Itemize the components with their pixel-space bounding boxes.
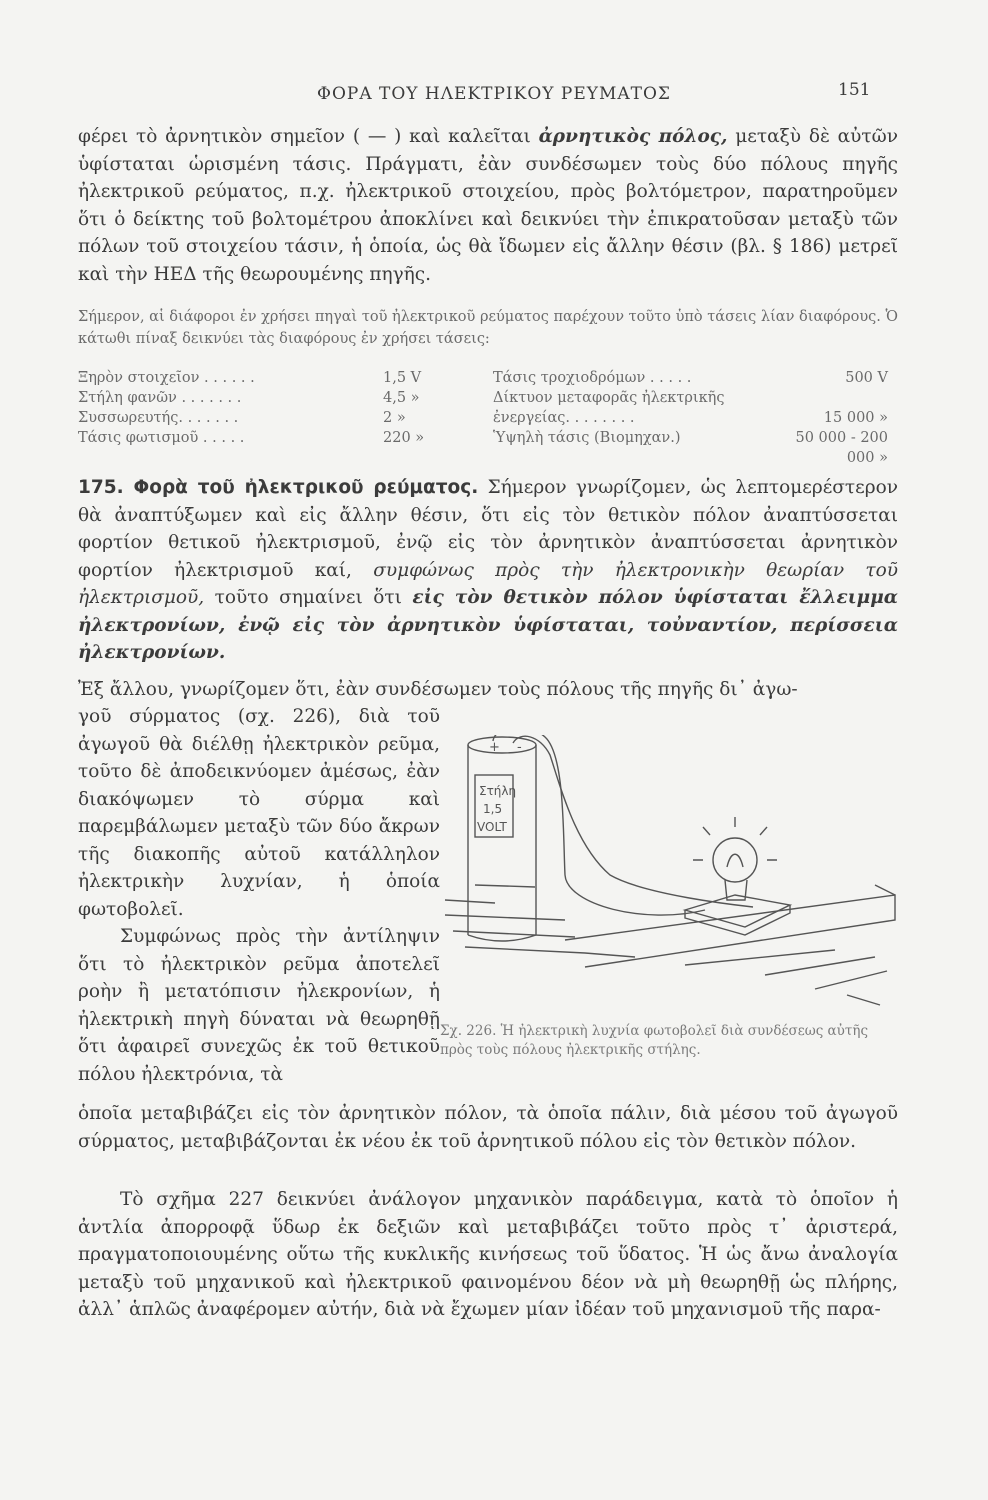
voltage-note: Σήμερον, αἱ διάφοροι ἐν χρήσει πηγαὶ τοῦ ἠλεκτρικοῦ ρεύματος παρέχουν τοῦτο ὑπὸ τάσεις λίαν διαφόρους. Ὁ κάτωθι πίναξ δεικνύει τὰς διαφόρους ἐν χρήσει τάσεις: bbox=[78, 309, 898, 347]
para2-first-line: Ἐξ ἄλλου, γνωρίζομεν ὅτι, ἐὰν συνδέσωμεν τοὺς πόλους τῆς πηγῆς δι᾽ ἀγω- bbox=[78, 679, 798, 700]
battery-label-3: VOLT bbox=[477, 820, 507, 834]
section-bold: εἰς τὸν θετικὸν πόλον ὑφίσταται ἔλλειμμα ἠλεκτρονίων, ἐνῷ εἰς τὸν ἀρνητικὸν ὑφίσταται, τοὐναντίον, περίσσεια ἠλεκτρονίων. bbox=[78, 587, 898, 663]
table-cell: 2 » bbox=[383, 410, 406, 426]
wire-negative bbox=[513, 736, 753, 907]
table-cell: Στήλη φανῶν . . . . . . . bbox=[78, 390, 242, 406]
table-cell: Ξηρὸν στοιχεῖον . . . . . . bbox=[78, 370, 255, 386]
running-title: ΦΟΡΑ ΤΟΥ ΗΛΕΚΤΡΙΚΟΥ ΡΕΥΜΑΤΟΣ bbox=[317, 84, 671, 104]
table-cell: 220 » bbox=[383, 430, 425, 446]
para-wrapped-column bbox=[78, 703, 440, 1088]
table-cell bbox=[778, 388, 888, 408]
plus-sign: + bbox=[489, 740, 500, 755]
table-cell: Τάσις τροχιοδρόμων . . . . . bbox=[493, 370, 692, 386]
figure-caption: Σχ. 226. Ἡ ἠλεκτρικὴ λυχνία φωτοβολεῖ διὰ συνδέσεως αὐτῆς πρὸς τοὺς πόλους ἠλεκτρικῆς στήλης. bbox=[440, 1023, 868, 1058]
intro-text-a: φέρει τὸ ἀρνητικὸν σημεῖον ( — ) καὶ καλεῖται bbox=[78, 126, 539, 147]
battery-label-2: 1,5 bbox=[483, 802, 503, 816]
table-cell: Ὑψηλὴ τάσις (Βιομηχαν.) bbox=[493, 430, 681, 446]
para2-wrapped: γοῦ σύρματος (σχ. 226), διὰ τοῦ ἀγωγοῦ θὰ διέλθῃ ἠλεκτρικὸν ρεῦμα, τοῦτο δὲ ἀποδεικνύομεν ἀμέσως, ἐὰν διακόψωμεν τὸ σύρμα καὶ παρεμβάλωμεν μεταξὺ τῶν δύο ἄκρων τῆς διακοπῆς αὐτοῦ κατάλληλον ἠλεκτρικὴν λυχνίαν, ἡ ὁποία φωτοβολεῖ. bbox=[78, 706, 440, 920]
figure-226 bbox=[435, 735, 900, 1025]
battery-label-1: Στήλη bbox=[479, 784, 517, 798]
board-lines bbox=[445, 915, 635, 957]
table-cell: 500 V bbox=[845, 370, 888, 386]
section-heading: 175. Φορὰ τοῦ ἠλεκτρικοῦ ρεύματος. bbox=[78, 477, 479, 498]
table-cell: 50 000 - 200 000 » bbox=[795, 430, 888, 466]
section-italic: συμφώνως πρὸς τὴν ἠλεκτρονικὴν θεωρίαν τοῦ ἠλεκτρισμοῦ, bbox=[78, 559, 898, 608]
table-cell: ἐνεργείας. . . . . . . . bbox=[493, 410, 635, 426]
intro-paragraph bbox=[78, 123, 898, 288]
table-row bbox=[78, 388, 888, 408]
wire-positive bbox=[493, 735, 705, 915]
table-row bbox=[78, 428, 888, 468]
table-cell: 15 000 » bbox=[823, 410, 888, 426]
bulb-glass bbox=[713, 838, 757, 882]
table-row bbox=[78, 368, 888, 388]
page-number: 151 bbox=[838, 80, 871, 100]
para3-continued: ὁποῖα μεταβιβάζει εἰς τὸν ἀρνητικὸν πόλον, τὰ ὁποῖα πάλιν, διὰ μέσου τοῦ ἀγωγοῦ σύρματος, μεταβιβάζονται ἐκ νέου ἐκ τοῦ ἀρνητικοῦ πόλου εἰς τὸν θετικὸν πόλον. bbox=[78, 1103, 898, 1152]
table-cell: Συσσωρευτής. . . . . . . bbox=[78, 410, 239, 426]
battery-body bbox=[468, 745, 536, 935]
table-cell: Τάσις φωτισμοῦ . . . . . bbox=[78, 430, 245, 446]
table-cell: 4,5 » bbox=[383, 390, 420, 406]
table-cell: Δίκτυον μεταφορᾶς ἠλεκτρικῆς bbox=[493, 390, 725, 406]
voltage-table bbox=[78, 368, 888, 468]
para3-wrapped: Συμφώνως πρὸς τὴν ἀντίληψιν ὅτι τὸ ἠλεκτρικὸν ρεῦμα ἀποτελεῖ ροὴν ἢ μετατόπισιν ἠλεκρονίων, ἡ ἠλεκτρικὴ πηγὴ δύναται νὰ θεωρηθῇ ὅτι ἀφαιρεῖ συνεχῶς ἐκ τοῦ θετικοῦ πόλου ἠλεκτρόνια, τὰ bbox=[78, 926, 440, 1085]
intro-bold-term: ἀρνητικὸς πόλος, bbox=[538, 126, 728, 147]
battery-lamp-illustration bbox=[435, 735, 900, 1025]
intro-text-b: μεταξὺ δὲ αὐτῶν ὑφίσταται ὡρισμένη τάσις. Πράγματι, ἐὰν συνδέσωμεν τοὺς δύο πόλους πηγῆς ἠλεκτρικοῦ ρεύματος, π.χ. ἠλεκτρικοῦ στοιχείου, πρὸς βολτόμετρον, παρατηροῦμεν ὅτι ὁ δείκτης τοῦ βολτομέτρου ἀποκλίνει καὶ δεικνύει τὴν ἐπικρατοῦσαν μεταξὺ τῶν πόλων τοῦ στοιχείου τάσιν, ἡ ὁποία, ὡς θὰ ἴδωμεν εἰς ἄλλην θέσιν (βλ. § 186) μετρεῖ καὶ τὴν ΗΕΔ τῆς θεωρουμένης πηγῆς. bbox=[78, 126, 898, 285]
minus-sign: - bbox=[517, 740, 522, 755]
section-175 bbox=[78, 474, 898, 667]
section-text-b: τοῦτο σημαίνει ὅτι bbox=[204, 587, 413, 608]
section-text-a: Σήμερον γνωρίζομεν, ὡς λεπτομερέστερον θὰ ἀναπτύξωμεν καὶ εἰς ἄλλην θέσιν, ὅτι εἰς τὸν θετικὸν πόλον ἀναπτύσσεται φορτίον θετικοῦ ἠλεκτρισμοῦ, ἐνῷ εἰς τὸν ἀρνητικὸν ἀναπτύσσεται ἀρνητικὸν φορτίον ἠλεκτρισμοῦ καί, bbox=[78, 477, 898, 581]
table-cell: 1,5 V bbox=[383, 370, 422, 386]
battery-top bbox=[468, 737, 536, 753]
table-row bbox=[78, 408, 888, 428]
para4: Τὸ σχῆμα 227 δεικνύει ἀνάλογον μηχανικὸν παράδειγμα, κατὰ τὸ ὁποῖον ἡ ἀντλία ἀπορροφᾷ ὕδωρ ἐκ δεξιῶν καὶ μεταβιβάζει τοῦτο πρὸς τ᾽ ἀριστερά, πραγματοποιουμένης οὕτω τῆς κυκλικῆς κινήσεως τοῦ ὕδατος. Ἡ ὡς ἄνω ἀναλογία μεταξὺ τοῦ μηχανικοῦ καὶ ἠλεκτρικοῦ φαινομένου δέον νὰ μὴ θεωρηθῇ ὡς πλήρης, ἀλλ᾽ ἁπλῶς ἀναφέρομεν αὐτήν, διὰ νὰ ἔχωμεν μίαν ἰδέαν τοῦ μηχανισμοῦ τῆς παρα- bbox=[78, 1189, 898, 1320]
